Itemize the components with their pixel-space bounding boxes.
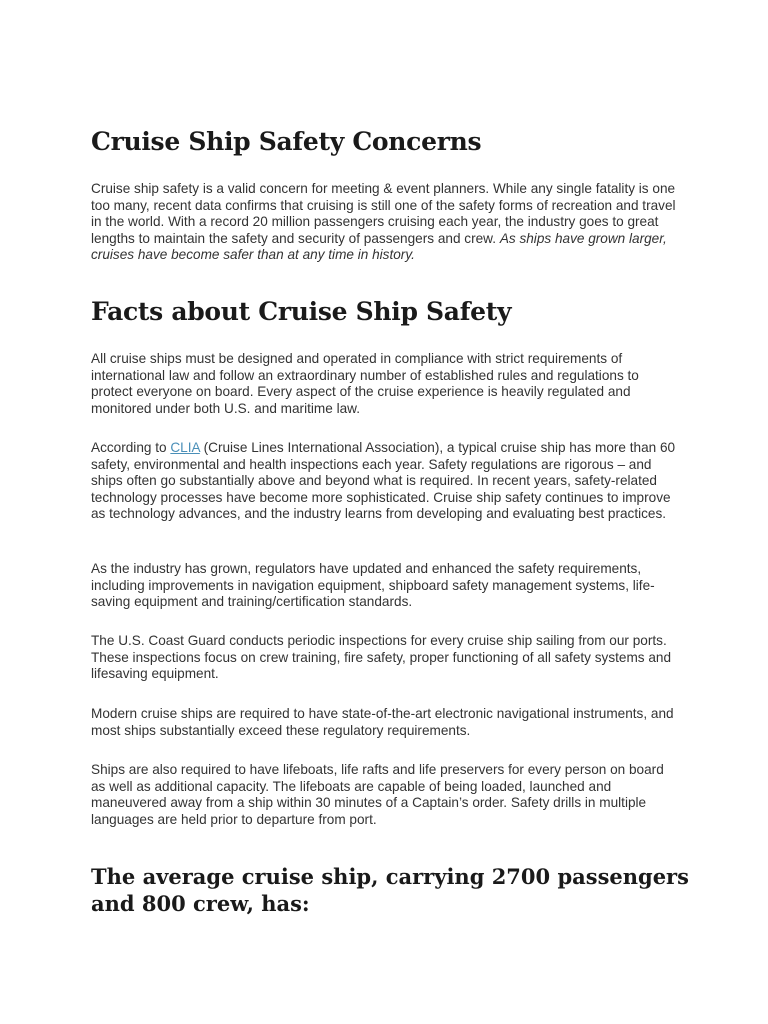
paragraph-clia <box>91 440 681 523</box>
section-heading-average-ship: The average cruise ship, carrying 2700 passengers and 800 crew, has: <box>91 864 689 916</box>
intro-paragraph <box>91 181 681 264</box>
section-heading-facts: Facts about Cruise Ship Safety <box>91 297 512 326</box>
clia-link[interactable]: CLIA <box>170 440 200 455</box>
clia-text-before: According to <box>91 440 171 455</box>
clia-text-after: (Cruise Lines International Association), a typical cruise ship has more than 60 safety, environmental and health inspections each year. Safety regulations are rigorous – and ships often go substantially above and beyond what is required. In recent years, safety-related technology processes have become more sophisticated. Cruise ship safety continues to improve as technology advances, and the industry learns from developing and evaluating best practices. <box>91 440 676 521</box>
paragraph-modern-ships: Modern cruise ships are required to have state-of-the-art electronic navigational instruments, and most ships substantially exceed these regulatory requirements. <box>91 706 674 738</box>
paragraph-compliance: All cruise ships must be designed and operated in compliance with strict requirements of international law and follow an extraordinary number of established rules and regulations to protect everyone on board. Every aspect of the cruise experience is heavily regulated and monitored under both U.S. and maritime law. <box>91 351 639 416</box>
page-title: Cruise Ship Safety Concerns <box>91 127 482 156</box>
paragraph-lifeboats: Ships are also required to have lifeboats, life rafts and life preservers for every person on board as well as additional capacity. The lifeboats are capable of being loaded, launched and maneuvered away from a ship within 30 minutes of a Captain’s order. Safety drills in multiple languages are held prior to departure from port. <box>91 762 664 827</box>
paragraph-coast-guard: The U.S. Coast Guard conducts periodic inspections for every cruise ship sailing from our ports. These inspections focus on crew training, fire safety, proper functioning of all safety systems and lifesaving equipment. <box>91 633 672 681</box>
intro-italic-text: As ships have grown larger, cruises have become safer than at any time in history. <box>91 230 667 262</box>
paragraph-regulators: As the industry has grown, regulators have updated and enhanced the safety requirements, including improvements in navigation equipment, shipboard safety management systems, life-saving equipment and training/certification standards. <box>91 561 655 609</box>
intro-text: Cruise ship safety is a valid concern for meeting & event planners. While any single fatality is one too many, recent data confirms that cruising is still one of the safety forms of recreation and travel in the world. With a record 20 million passengers cruising each year, the industry goes to great lengths to maintain the safety and security of passengers and crew. <box>91 181 676 246</box>
